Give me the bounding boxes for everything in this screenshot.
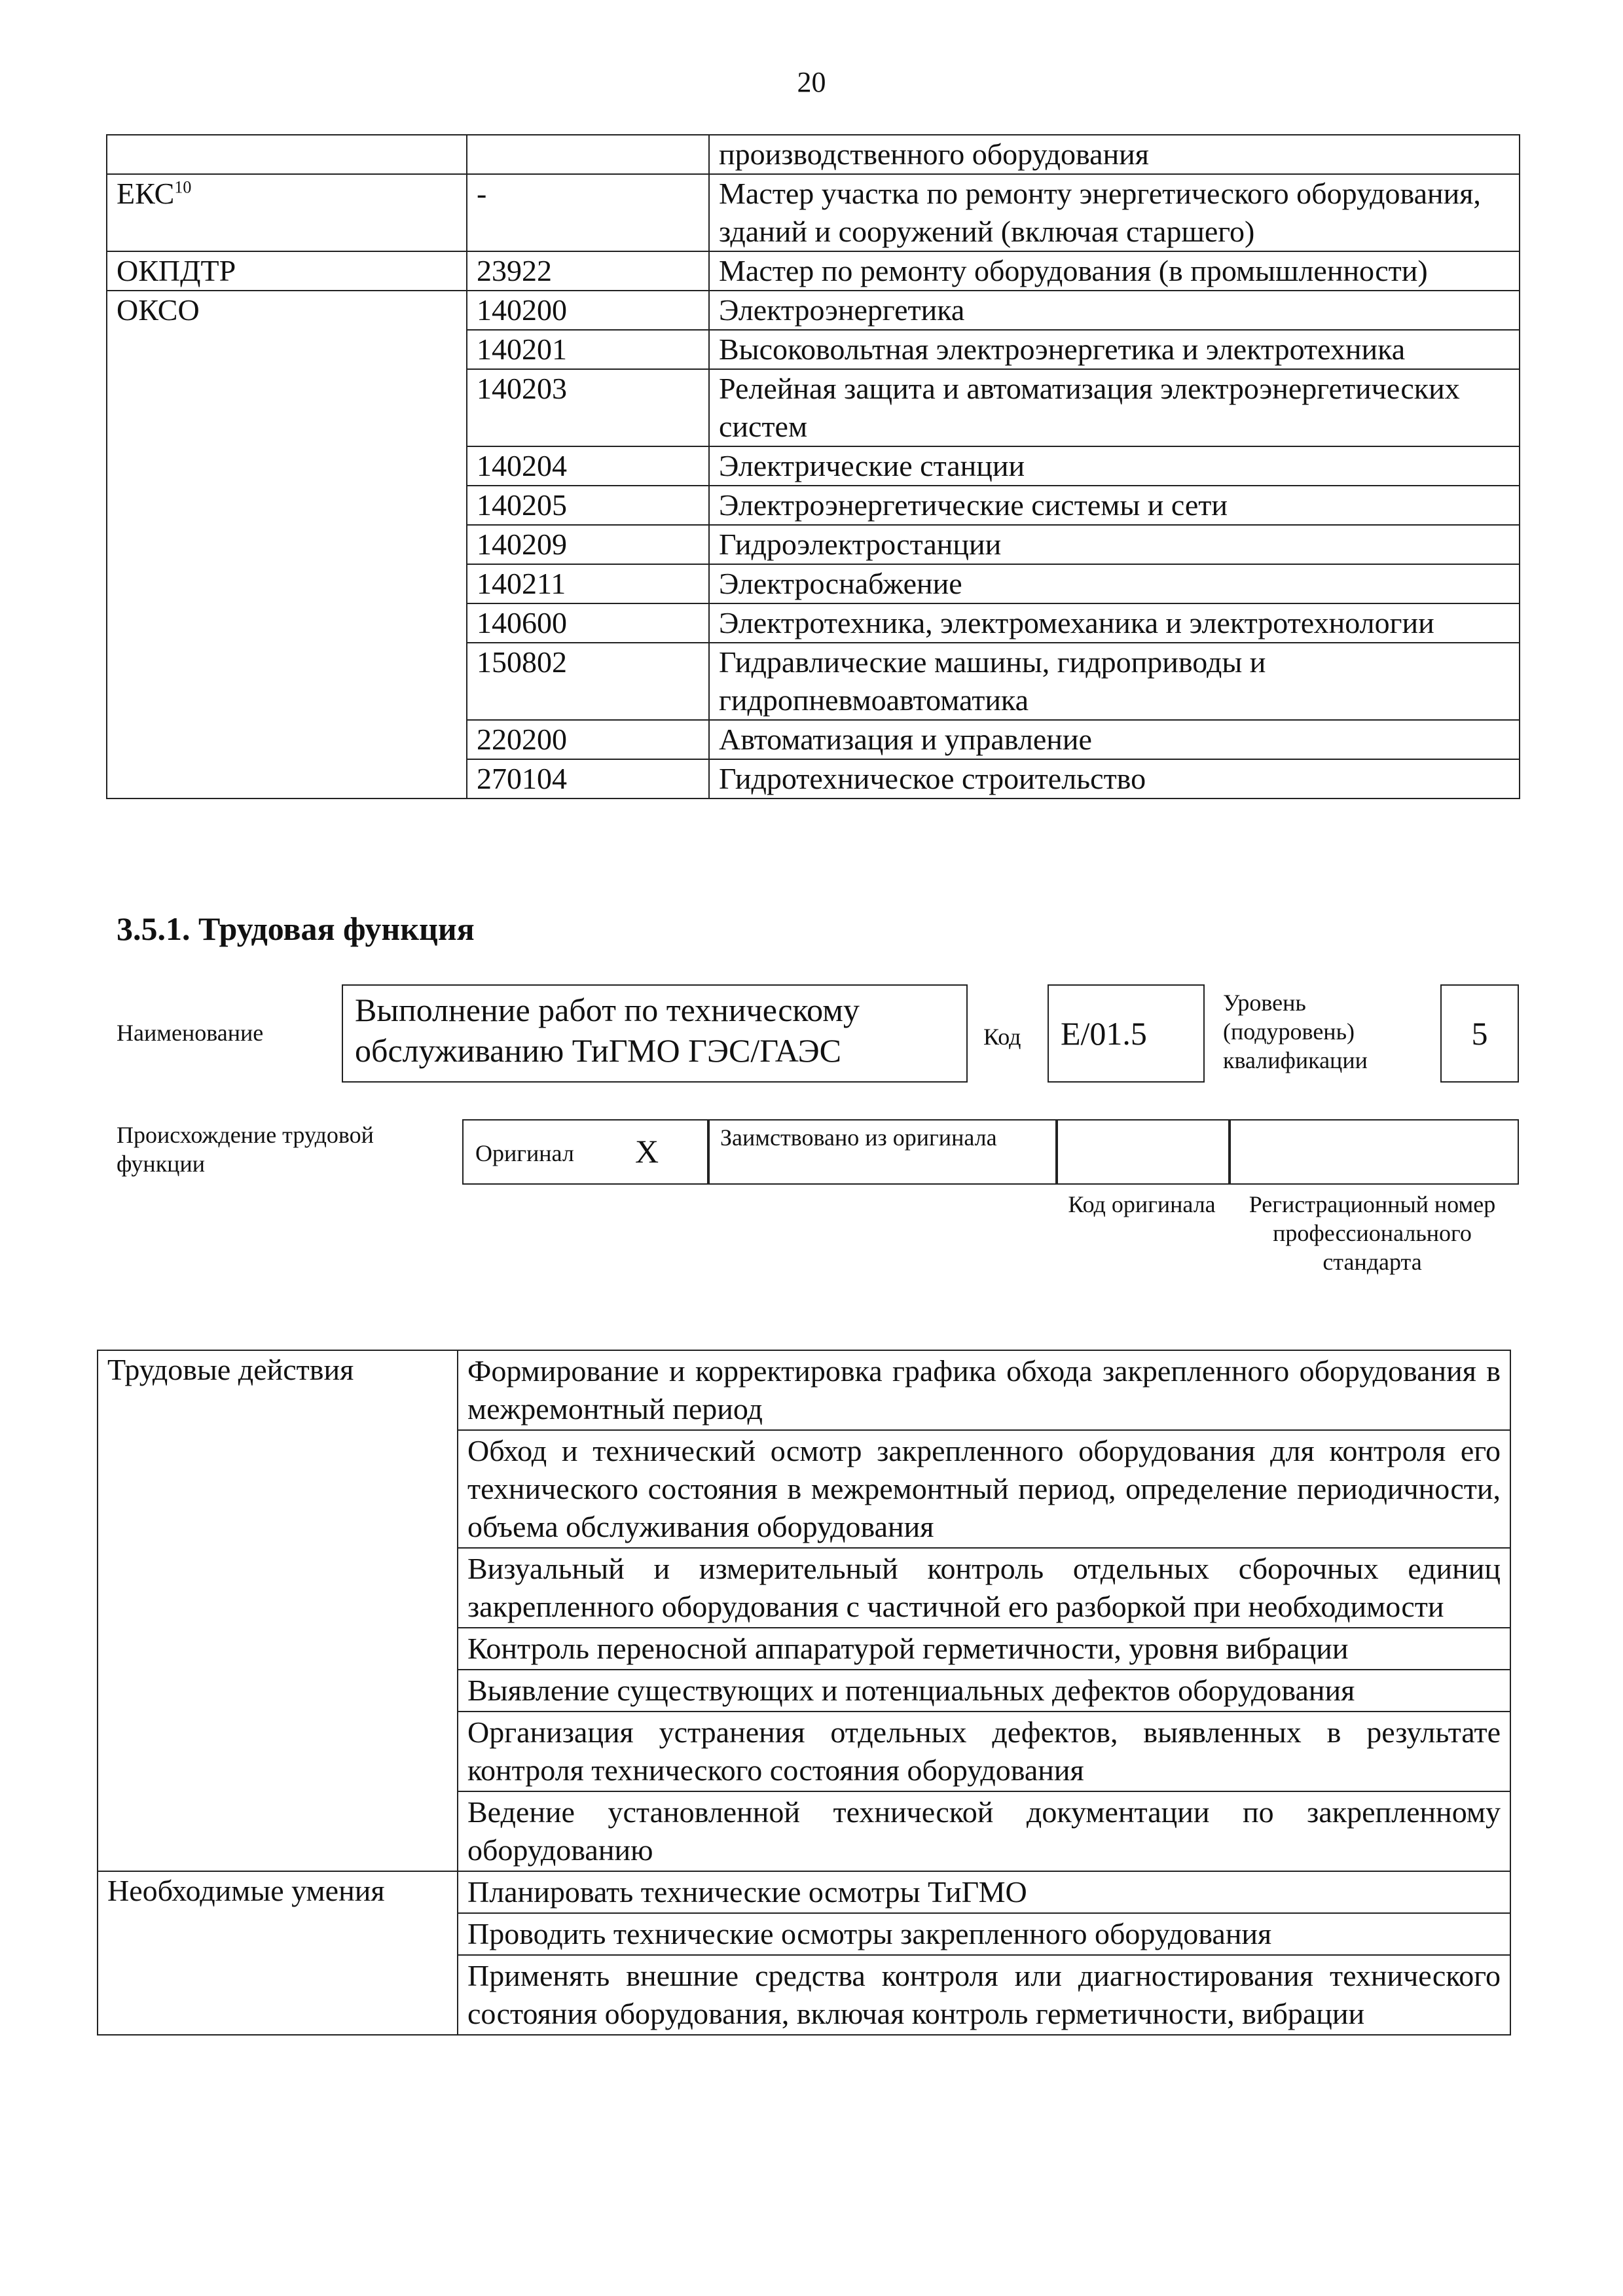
class-code: 220200: [467, 720, 709, 759]
class-name: ОКПДТР: [107, 251, 467, 291]
level-label: Уровень (подуровень) квалификации: [1223, 990, 1368, 1073]
reg-number-label: Регистрационный номер профессионального стандарта: [1249, 1191, 1496, 1275]
actions-label: Трудовые действия: [98, 1350, 458, 1871]
table-row: [98, 1871, 1510, 1913]
class-name: ОКСО: [107, 291, 467, 798]
section-title: 3.5.1. Трудовая функция: [117, 910, 475, 947]
class-code: [467, 135, 709, 174]
class-code: 150802: [467, 643, 709, 720]
class-title: Автоматизация и управление: [709, 720, 1520, 759]
table-row: [107, 251, 1520, 291]
skill-item: Проводить технические осмотры закрепленного оборудования: [458, 1913, 1510, 1955]
class-title: Высоковольтная электроэнергетика и электротехника: [709, 330, 1520, 369]
origin-label: Происхождение трудовой функции: [117, 1122, 374, 1177]
name-value-box: [342, 984, 968, 1083]
code-label: Код: [983, 1024, 1021, 1050]
class-title: Электроэнергетика: [709, 291, 1520, 330]
class-title: Релейная защита и автоматизация электроэнергетических систем: [709, 369, 1520, 446]
reg-number-cell: [1228, 1119, 1519, 1185]
original-cell: [462, 1119, 710, 1185]
class-name: [107, 174, 467, 251]
original-mark: X: [635, 1133, 659, 1170]
class-title: Мастер участка по ремонту энергетического оборудования, зданий и сооружений (включая старшего): [709, 174, 1520, 251]
class-code: 140205: [467, 486, 709, 525]
page-number: 20: [797, 66, 826, 98]
code-original-label: Код оригинала: [1068, 1191, 1216, 1217]
class-code: 270104: [467, 759, 709, 798]
class-title: Электрические станции: [709, 446, 1520, 486]
function-level: 5: [1471, 1015, 1488, 1052]
class-code: 140211: [467, 564, 709, 603]
class-title: Электроэнергетические системы и сети: [709, 486, 1520, 525]
skill-item: Применять внешние средства контроля или диагностирования технического состояния оборудования, включая контроль герметичности, вибрации: [458, 1955, 1510, 2035]
action-item: Контроль переносной аппаратурой герметичности, уровня вибрации: [458, 1628, 1510, 1670]
action-item: Обход и технический осмотр закрепленного оборудования для контроля его технического состояния в межремонтный период, определение периодичности, объема обслуживания оборудования: [458, 1430, 1510, 1548]
action-item: Визуальный и измерительный контроль отдельных сборочных единиц закрепленного оборудования с частичной его разборкой при необходимости: [458, 1548, 1510, 1628]
original-label: Оригинал: [475, 1140, 574, 1166]
class-title: Электротехника, электромеханика и электротехнологии: [709, 603, 1520, 643]
table-row: [107, 135, 1520, 174]
class-code: 140200: [467, 291, 709, 330]
class-title: Гидротехническое строительство: [709, 759, 1520, 798]
function-code: E/01.5: [1061, 1015, 1147, 1052]
class-title: Гидравлические машины, гидроприводы и гидропневмоавтоматика: [709, 643, 1520, 720]
borrowed-cell: [707, 1119, 1058, 1185]
class-title: Электроснабжение: [709, 564, 1520, 603]
classification-table: [106, 134, 1520, 799]
class-code: -: [467, 174, 709, 251]
class-title: Мастер по ремонту оборудования (в промышленности): [709, 251, 1520, 291]
skills-label: Необходимые умения: [98, 1871, 458, 2035]
table-row: [107, 174, 1520, 251]
class-code: 140201: [467, 330, 709, 369]
class-code: 140204: [467, 446, 709, 486]
code-value-box: [1048, 984, 1205, 1083]
actions-skills-table: [97, 1350, 1511, 2036]
function-name: Выполнение работ по техническому обслуживанию ТиГМО ГЭС/ГАЭС: [355, 992, 860, 1069]
class-name: [107, 135, 467, 174]
skill-item: Планировать технические осмотры ТиГМО: [458, 1871, 1510, 1913]
class-code: 140600: [467, 603, 709, 643]
class-code: 140203: [467, 369, 709, 446]
class-name-text: ЕКС: [117, 177, 175, 210]
name-label: Наименование: [117, 1020, 264, 1046]
table-row: [107, 291, 1520, 330]
action-item: Выявление существующих и потенциальных дефектов оборудования: [458, 1670, 1510, 1712]
borrowed-label: Заимствовано из оригинала: [720, 1124, 997, 1151]
table-row: [98, 1350, 1510, 1430]
code-original-cell: [1055, 1119, 1231, 1185]
footnote-ref: 10: [174, 177, 192, 197]
class-code: 23922: [467, 251, 709, 291]
action-item: Организация устранения отдельных дефектов, выявленных в результате контроля технического состояния оборудования: [458, 1712, 1510, 1791]
class-title: Гидроэлектростанции: [709, 525, 1520, 564]
class-code: 140209: [467, 525, 709, 564]
class-title: производственного оборудования: [709, 135, 1520, 174]
level-value-box: [1440, 984, 1519, 1083]
action-item: Формирование и корректировка графика обхода закрепленного оборудования в межремонтный период: [458, 1350, 1510, 1430]
action-item: Ведение установленной технической документации по закрепленному оборудованию: [458, 1791, 1510, 1871]
